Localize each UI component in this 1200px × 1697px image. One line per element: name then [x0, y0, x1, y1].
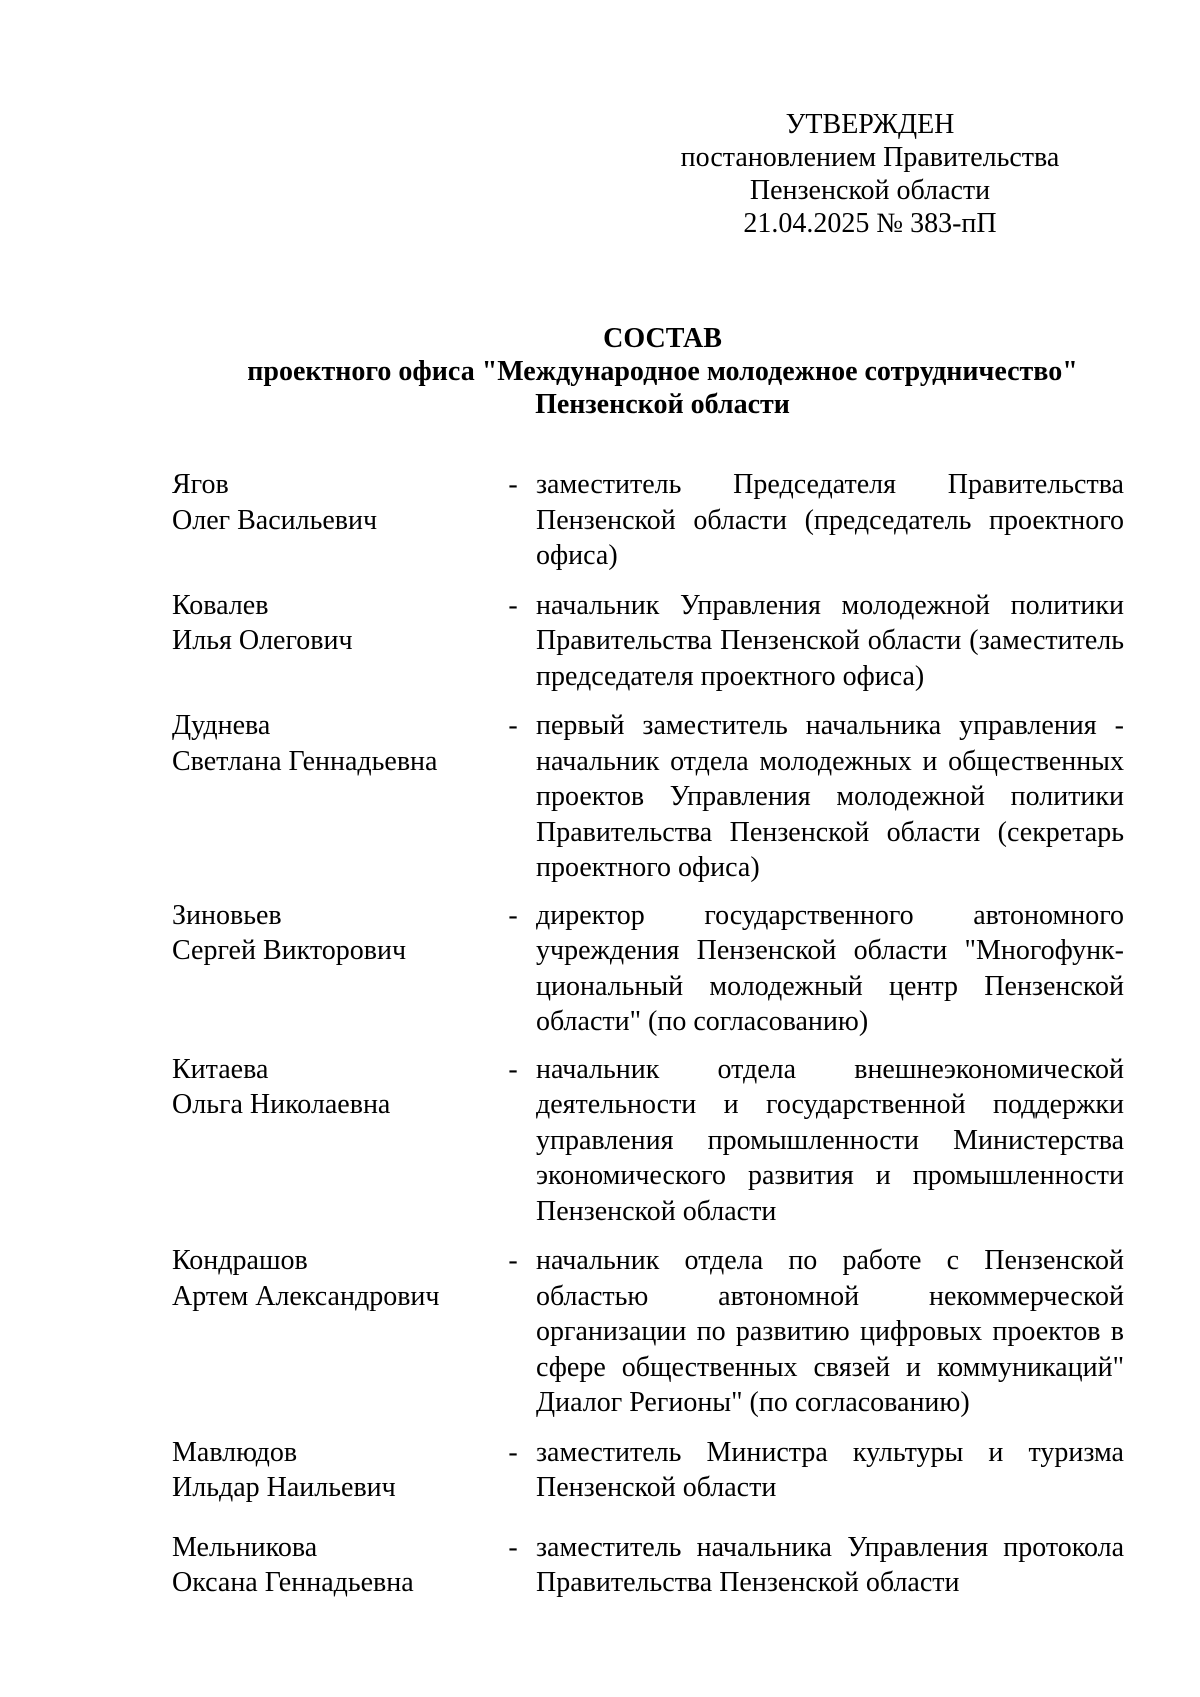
member-position: заместитель Председателя Правительства Пензенской области (председатель проектного офиса)	[536, 469, 1124, 571]
member-name	[172, 467, 490, 538]
member-surname: Ковалев	[172, 589, 269, 621]
member-given-names: Ольга Николаевна	[172, 1089, 391, 1120]
member-row	[172, 1530, 1124, 1601]
member-surname: Кондрашов	[172, 1245, 308, 1276]
member-dash: -	[508, 899, 518, 931]
members-list	[172, 467, 1124, 1601]
member-row	[172, 898, 1124, 1040]
member-surname: Ягов	[172, 469, 229, 500]
member-name	[172, 898, 490, 969]
member-surname: Дуднева	[172, 710, 271, 741]
member-given-names: Илья Олегович	[172, 625, 353, 656]
member-given-names: Светлана Геннадьевна	[172, 745, 438, 777]
approval-stamp	[665, 108, 1075, 240]
member-dash: -	[508, 589, 518, 621]
member-surname: Мавлюдов	[172, 1436, 298, 1468]
member-position: заместитель Министра культуры и туризма Пензенской области	[536, 1436, 1124, 1503]
member-surname: Зиновьев	[172, 899, 282, 931]
title-heading: СОСТАВ	[603, 323, 722, 354]
member-dash: -	[508, 469, 518, 500]
member-position: директор государственного автономного учреждения Пензенской области "Многофунк-циональный молодежный центр Пензенской области" (по согласованию)	[536, 899, 1124, 1037]
member-name	[172, 588, 490, 659]
member-row	[172, 1052, 1124, 1230]
member-given-names: Олег Васильевич	[172, 504, 378, 536]
member-position: первый заместитель начальника управления - начальник отдела молодежных и общественных проектов Управления молодежной политики Правительства Пензенской области (секретарь проектного офиса)	[536, 710, 1124, 883]
member-surname: Мельникова	[172, 1531, 318, 1563]
member-given-names: Артем Александрович	[172, 1280, 440, 1312]
member-dash: -	[508, 1531, 518, 1563]
member-row	[172, 1435, 1124, 1506]
member-name	[172, 1530, 490, 1601]
member-row	[172, 708, 1124, 886]
member-row	[172, 1243, 1124, 1421]
member-name	[172, 1052, 490, 1123]
approval-region: Пензенской области	[749, 175, 991, 206]
member-name	[172, 1435, 490, 1506]
approval-act: постановлением Правительства	[680, 142, 1060, 173]
member-dash: -	[508, 1436, 518, 1468]
approval-status: УТВЕРЖДЕН	[785, 109, 955, 140]
member-row	[172, 588, 1124, 695]
member-name	[172, 708, 490, 779]
title-region: Пензенской области	[535, 389, 790, 420]
member-position: начальник отдела внешнеэкономической деятельности и государственной поддержки управления промышленности Министерства экономического развития и промышленности Пензенской области	[536, 1053, 1124, 1227]
member-row	[172, 467, 1124, 574]
member-dash: -	[508, 710, 518, 741]
approval-date-number: 21.04.2025 № 383-пП	[743, 208, 997, 239]
title-office-name: проектного офиса "Международное молодежное сотрудничество"	[247, 356, 1078, 387]
member-surname: Китаева	[172, 1053, 269, 1085]
member-given-names: Сергей Викторович	[172, 935, 407, 966]
member-dash: -	[508, 1245, 518, 1276]
member-position: начальник Управления молодежной политики Правительства Пензенской области (заместитель председателя проектного офиса)	[536, 589, 1124, 692]
member-position: заместитель начальника Управления протокола Правительства Пензенской области	[536, 1531, 1124, 1598]
member-dash: -	[508, 1053, 518, 1085]
member-given-names: Оксана Геннадьевна	[172, 1567, 414, 1598]
member-name	[172, 1243, 490, 1314]
document-title	[170, 322, 1155, 421]
member-position: начальник отдела по работе с Пензенской областью автономной некоммерческой организации по развитию цифровых проектов в сфере общественных связей и коммуникаций" Диалог Регионы" (по согласованию)	[536, 1245, 1124, 1418]
member-given-names: Ильдар Наильевич	[172, 1472, 396, 1503]
